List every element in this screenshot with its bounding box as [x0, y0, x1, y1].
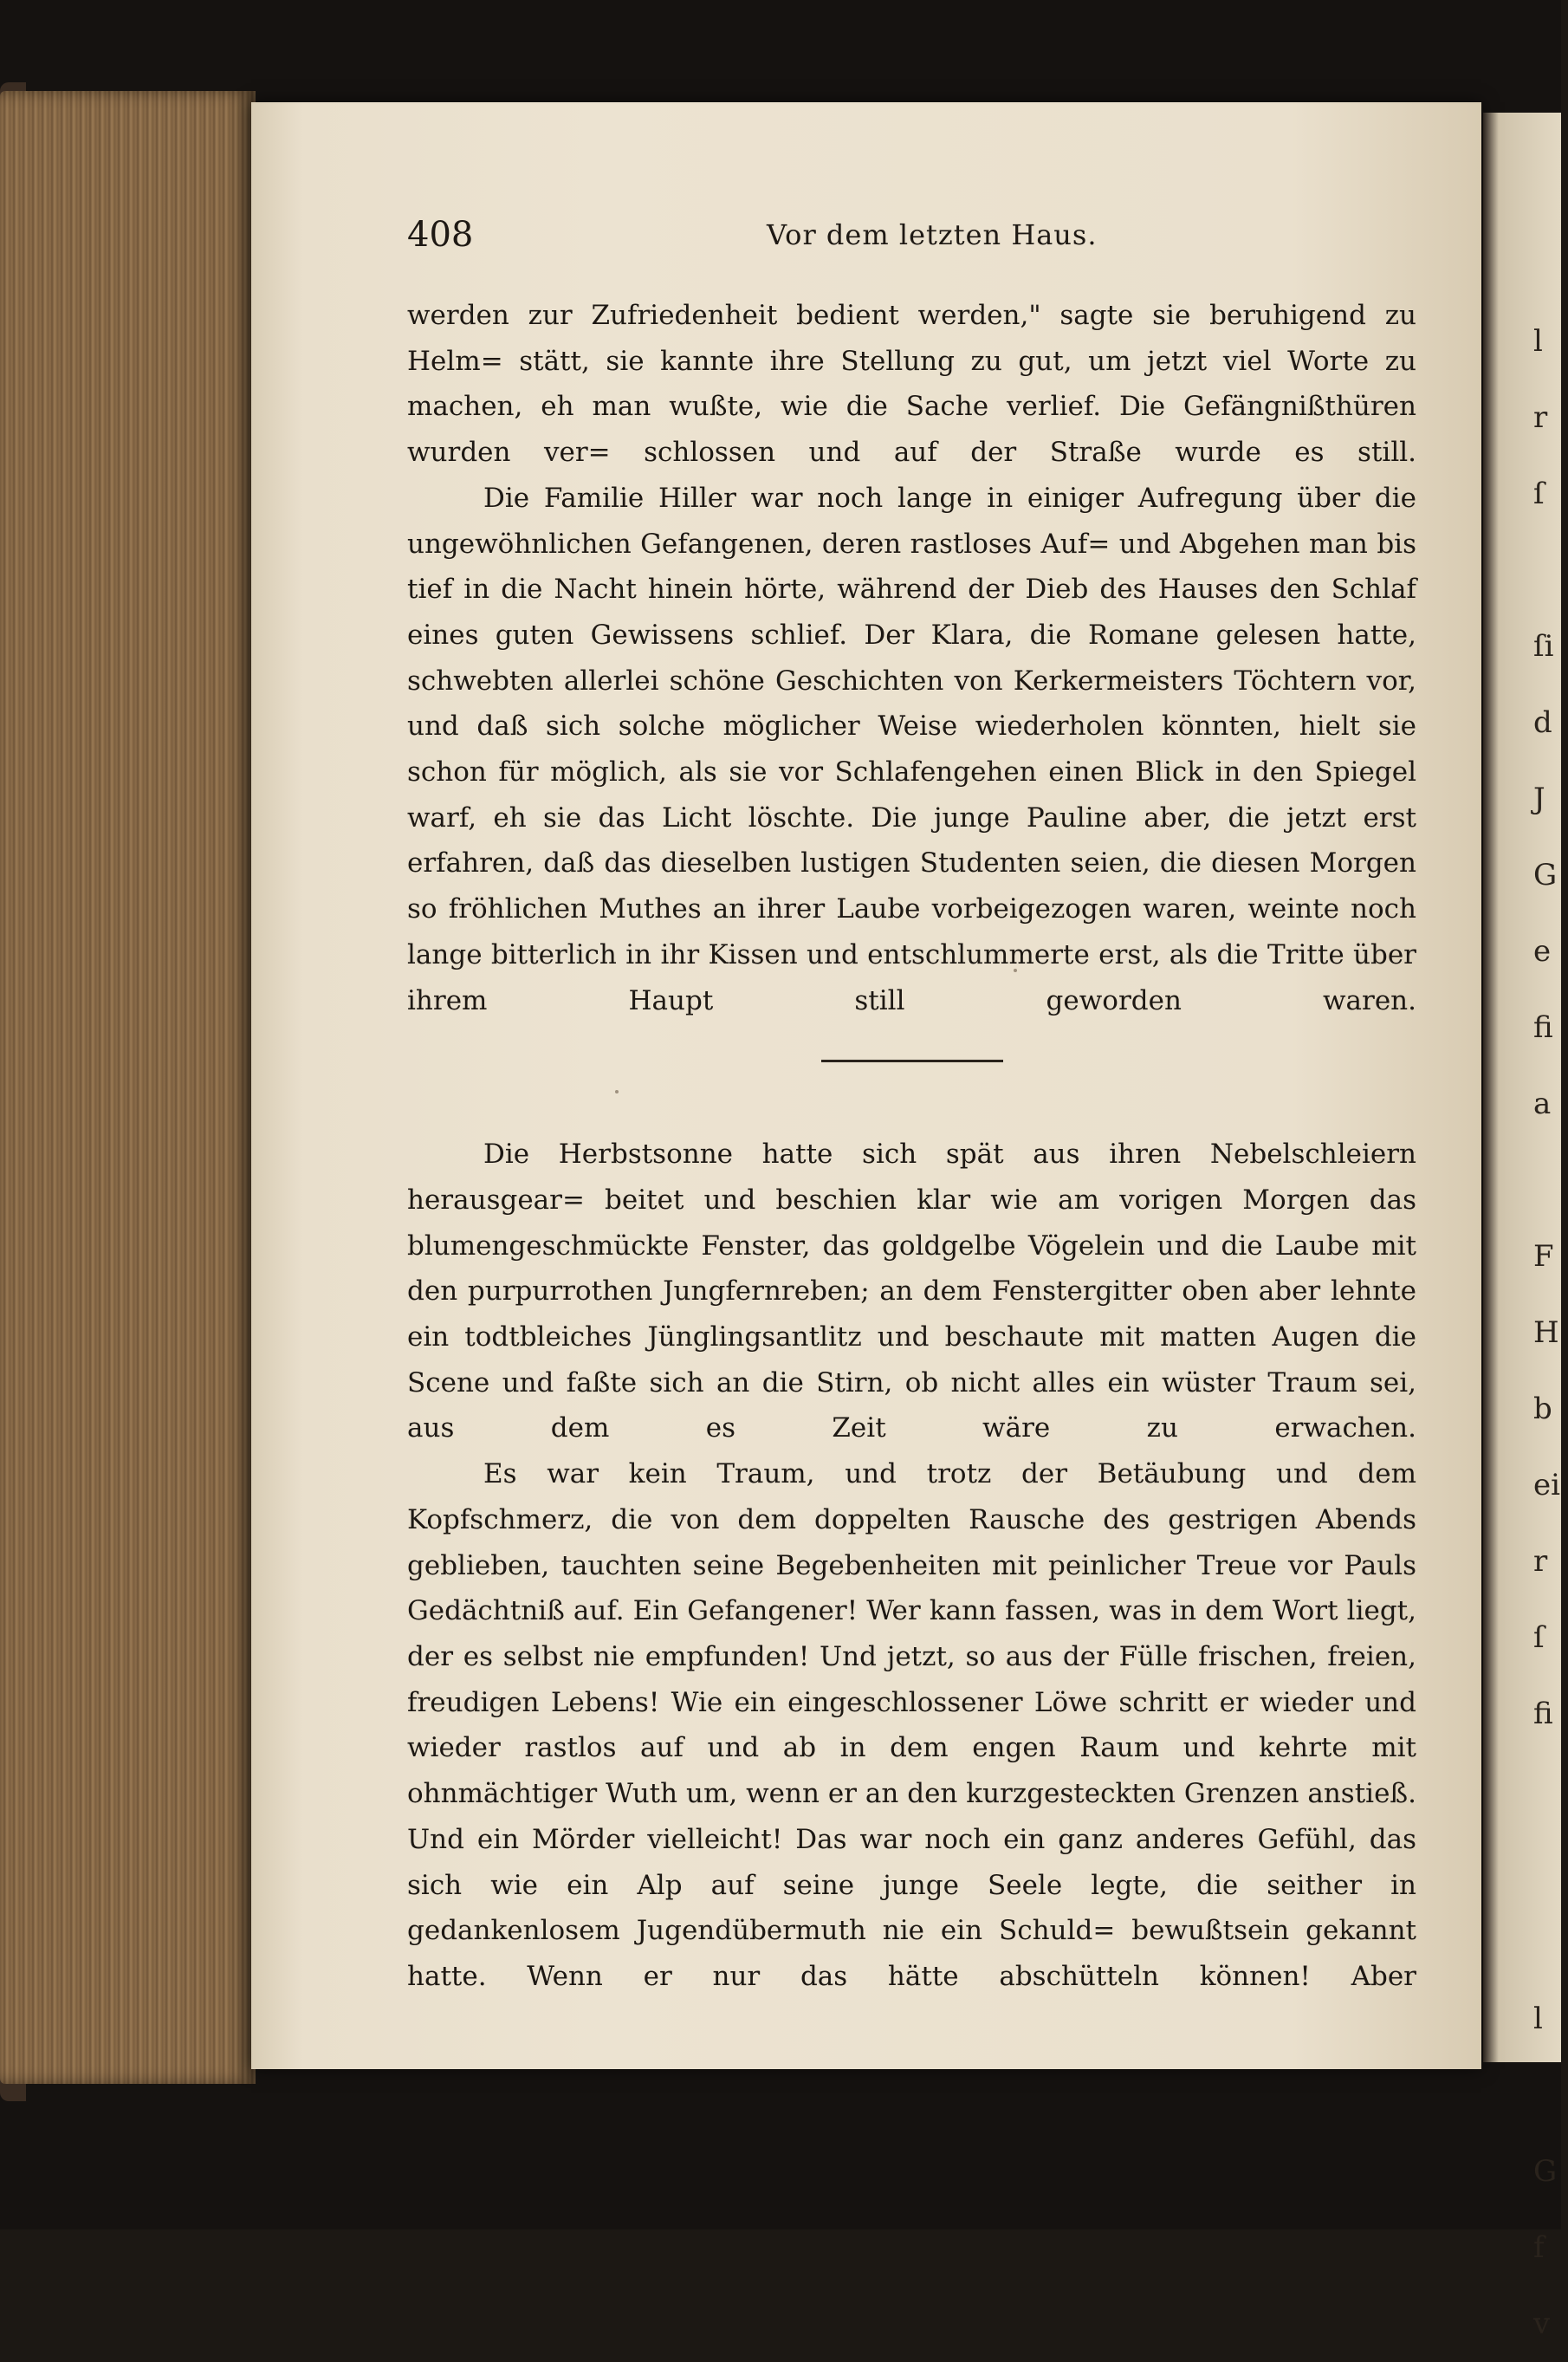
body-text: [407, 293, 1416, 2000]
facing-page-edge: [1483, 113, 1561, 2341]
paragraph: Es war kein Traum, und trotz der Betäubung und dem Kopfschmerz, die von dem doppelten Rausche des gestrigen Abends geblieben, tauchten seine Begebenheiten mit peinlicher Treue vor Pauls Gedächtniß auf. Ein Gefangener! Wer kann fassen, was in dem Wort liegt, der es selbst nie empfunden! Und jetzt, so aus der Fülle frischen, freien, freudigen Lebens! Wie ein eingeschlossener Löwe schritt er wieder und wieder rastlos auf und ab in dem engen Raum und kehrte mit ohnmächtiger Wuth um, wenn er an den kurzgesteckten Grenzen anstieß. Und ein Mörder vielleicht! Das war noch ein ganz anderes Gefühl, das sich wie ein Alp auf seine junge Seele legte, die seither in gedankenlosem Jugendübermuth nie ein Schuld= bewußtsein gekannt hatte. Wenn er nur das hätte abschütteln können! Aber: [407, 1458, 1416, 1992]
page-stack-edge: [0, 91, 256, 2084]
section-gap: [407, 1062, 1416, 1132]
page-number: 408: [407, 215, 474, 255]
paragraph: Die Familie Hiller war noch lange in einiger Aufregung über die ungewöhnlichen Gefangenen, deren rastloses Auf= und Abgehen man bis tief in die Nacht hinein hörte, während der Dieb des Hauses den Schlaf eines guten Gewissens schlief. Der Klara, die Romane gelesen hatte, schwebten allerlei schöne Geschichten von Kerkermeisters Töchtern vor, und daß sich solche möglicher Weise wiederholen könnten, hielt sie schon für möglich, als sie vor Schlafengehen einen Blick in den Spiegel warf, eh sie das Licht löschte. Die junge Pauline aber, die jetzt erst erfahren, daß das dieselben lustigen Studenten seien, die diesen Morgen so fröhlichen Muthes an ihrer Laube vorbeigezogen waren, weinte noch lange bitterlich in ihr Kissen und entschlummerte erst, als die Tritte über ihrem Haupt still geworden waren.: [407, 482, 1416, 1016]
page-header: [407, 215, 1412, 267]
paragraph-continuation: werden zur Zufriedenheit bedient werden," sagte sie beruhigend zu Helm= stätt, sie kannte ihre Stellung zu gut, um jetzt viel Worte zu machen, eh man wußte, wie die Sache verlief. Die Gefängnißthüren wurden ver= schlossen und auf der Straße wurde es still.: [407, 300, 1416, 469]
facing-page-text-fragments: l r ſ ſi d J G e fi a F H b ei r ſ fi l G f v: [1533, 324, 1560, 2341]
running-head: Vor dem letzten Haus.: [767, 218, 1098, 251]
paragraph: Die Herbstsonne hatte sich spät aus ihren Nebelschleiern herausgear= beitet und beschien klar wie am vorigen Morgen das blumengeschmückte Fenster, das goldgelbe Vögelein und die Laube mit den purpurrothen Jungfernreben; an dem Fenstergitter oben aber lehnte ein todtbleiches Jünglingsantlitz und beschaute mit matten Augen die Scene und faßte sich an die Stirn, ob nicht alles ein wüster Traum sei, aus dem es Zeit wäre zu erwachen.: [407, 1139, 1416, 1444]
